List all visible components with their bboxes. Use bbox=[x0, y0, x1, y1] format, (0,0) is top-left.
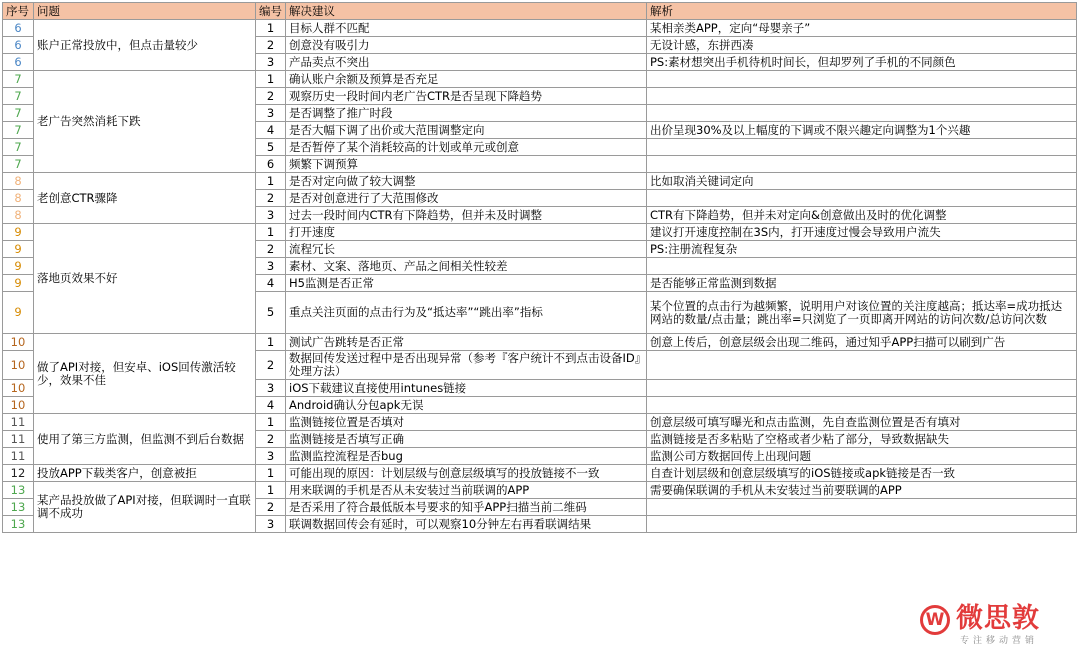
table-row bbox=[3, 71, 1077, 88]
table-row bbox=[3, 465, 1077, 482]
analysis-cell: 某个位置的点击行为越频繁，说明用户对该位置的关注度越高；抵达率=成功抵达网站的数量/点击量；跳出率=只浏览了一页即离开网站的访问次数/总访问次数 bbox=[647, 292, 1077, 334]
analysis-cell bbox=[647, 105, 1077, 122]
suggestion-cell: H5监测是否正常 bbox=[286, 275, 647, 292]
item-number-cell: 1 bbox=[256, 173, 286, 190]
row-seq-cell: 13 bbox=[3, 482, 34, 499]
row-seq-cell: 10 bbox=[3, 334, 34, 351]
suggestion-cell: 是否对创意进行了大范围修改 bbox=[286, 190, 647, 207]
table-row bbox=[3, 414, 1077, 431]
item-number-cell: 1 bbox=[256, 465, 286, 482]
suggestion-cell: 监测链接位置是否填对 bbox=[286, 414, 647, 431]
row-seq-cell: 7 bbox=[3, 105, 34, 122]
row-seq-cell: 7 bbox=[3, 156, 34, 173]
suggestion-cell: 产品卖点不突出 bbox=[286, 54, 647, 71]
logo-w-icon: W bbox=[920, 605, 950, 635]
item-number-cell: 3 bbox=[256, 258, 286, 275]
suggestion-cell: 是否调整了推广时段 bbox=[286, 105, 647, 122]
analysis-cell: 监测公司方数据回传上出现问题 bbox=[647, 448, 1077, 465]
table-row bbox=[3, 173, 1077, 190]
analysis-cell bbox=[647, 380, 1077, 397]
row-seq-cell: 9 bbox=[3, 224, 34, 241]
suggestion-cell: 监测监控流程是否bug bbox=[286, 448, 647, 465]
item-number-cell: 1 bbox=[256, 224, 286, 241]
suggestion-cell: 过去一段时间内CTR有下降趋势，但并未及时调整 bbox=[286, 207, 647, 224]
row-seq-cell: 11 bbox=[3, 414, 34, 431]
row-seq-cell: 11 bbox=[3, 448, 34, 465]
header-row bbox=[3, 3, 1077, 20]
analysis-cell: 出价呈现30%及以上幅度的下调或不限兴趣定向调整为1个兴趣 bbox=[647, 122, 1077, 139]
row-seq-cell: 9 bbox=[3, 241, 34, 258]
row-seq-cell: 13 bbox=[3, 499, 34, 516]
item-number-cell: 4 bbox=[256, 275, 286, 292]
header-no: 编号 bbox=[256, 3, 286, 20]
analysis-cell: 建议打开速度控制在3S内，打开速度过慢会导致用户流失 bbox=[647, 224, 1077, 241]
logo-name: 微思敦 bbox=[956, 603, 1040, 634]
analysis-cell bbox=[647, 156, 1077, 173]
suggestion-cell: 流程冗长 bbox=[286, 241, 647, 258]
item-number-cell: 3 bbox=[256, 380, 286, 397]
item-number-cell: 2 bbox=[256, 37, 286, 54]
row-seq-cell: 6 bbox=[3, 54, 34, 71]
item-number-cell: 2 bbox=[256, 88, 286, 105]
problem-cell: 投放APP下载类客户，创意被拒 bbox=[34, 465, 256, 482]
table-row bbox=[3, 20, 1077, 37]
analysis-cell: 是否能够正常监测到数据 bbox=[647, 275, 1077, 292]
row-seq-cell: 12 bbox=[3, 465, 34, 482]
problem-cell: 某产品投放做了API对接，但联调时一直联调不成功 bbox=[34, 482, 256, 533]
header-seq: 序号 bbox=[3, 3, 34, 20]
analysis-cell bbox=[647, 258, 1077, 275]
item-number-cell: 4 bbox=[256, 122, 286, 139]
row-seq-cell: 13 bbox=[3, 516, 34, 533]
problem-cell: 落地页效果不好 bbox=[34, 224, 256, 334]
item-number-cell: 2 bbox=[256, 241, 286, 258]
suggestion-cell: 联调数据回传会有延时，可以观察10分钟左右再看联调结果 bbox=[286, 516, 647, 533]
analysis-cell bbox=[647, 71, 1077, 88]
analysis-cell bbox=[647, 351, 1077, 380]
suggestion-cell: 是否采用了符合最低版本号要求的知乎APP扫描当前二维码 bbox=[286, 499, 647, 516]
item-number-cell: 5 bbox=[256, 139, 286, 156]
logo-slogan: 专注移动营销 bbox=[960, 636, 1039, 646]
row-seq-cell: 6 bbox=[3, 37, 34, 54]
item-number-cell: 1 bbox=[256, 414, 286, 431]
item-number-cell: 2 bbox=[256, 190, 286, 207]
analysis-cell bbox=[647, 190, 1077, 207]
item-number-cell: 1 bbox=[256, 482, 286, 499]
item-number-cell: 1 bbox=[256, 71, 286, 88]
row-seq-cell: 8 bbox=[3, 207, 34, 224]
problem-cell: 老广告突然消耗下跌 bbox=[34, 71, 256, 173]
suggestion-cell: 创意没有吸引力 bbox=[286, 37, 647, 54]
row-seq-cell: 7 bbox=[3, 139, 34, 156]
analysis-cell bbox=[647, 499, 1077, 516]
item-number-cell: 3 bbox=[256, 448, 286, 465]
analysis-cell bbox=[647, 88, 1077, 105]
analysis-cell: 比如取消关键词定向 bbox=[647, 173, 1077, 190]
item-number-cell: 2 bbox=[256, 431, 286, 448]
suggestion-cell: Android确认分包apk无误 bbox=[286, 397, 647, 414]
item-number-cell: 3 bbox=[256, 105, 286, 122]
analysis-cell bbox=[647, 397, 1077, 414]
row-seq-cell: 9 bbox=[3, 275, 34, 292]
table-row bbox=[3, 482, 1077, 499]
suggestion-cell: 可能出现的原因：计划层级与创意层级填写的投放链接不一致 bbox=[286, 465, 647, 482]
row-seq-cell: 7 bbox=[3, 71, 34, 88]
analysis-cell bbox=[647, 516, 1077, 533]
brand-logo bbox=[920, 603, 1078, 651]
item-number-cell: 6 bbox=[256, 156, 286, 173]
suggestion-cell: 确认账户余额及预算是否充足 bbox=[286, 71, 647, 88]
header-problem: 问题 bbox=[34, 3, 256, 20]
row-seq-cell: 7 bbox=[3, 88, 34, 105]
item-number-cell: 1 bbox=[256, 334, 286, 351]
row-seq-cell: 8 bbox=[3, 173, 34, 190]
analysis-cell: PS:素材想突出手机待机时间长，但却罗列了手机的不同颜色 bbox=[647, 54, 1077, 71]
item-number-cell: 3 bbox=[256, 207, 286, 224]
row-seq-cell: 9 bbox=[3, 258, 34, 275]
suggestion-cell: 频繁下调预算 bbox=[286, 156, 647, 173]
analysis-cell: 监测链接是否多粘贴了空格或者少粘了部分，导致数据缺失 bbox=[647, 431, 1077, 448]
analysis-cell: 无设计感，东拼西凑 bbox=[647, 37, 1077, 54]
problem-cell: 老创意CTR骤降 bbox=[34, 173, 256, 224]
analysis-cell: CTR有下降趋势，但并未对定向&创意做出及时的优化调整 bbox=[647, 207, 1077, 224]
item-number-cell: 5 bbox=[256, 292, 286, 334]
row-seq-cell: 10 bbox=[3, 397, 34, 414]
item-number-cell: 3 bbox=[256, 54, 286, 71]
analysis-cell: 某相亲类APP，定向“母婴亲子” bbox=[647, 20, 1077, 37]
suggestion-cell: 数据回传发送过程中是否出现异常（参考『客户统计不到点击设备ID』处理方法） bbox=[286, 351, 647, 380]
header-analysis: 解析 bbox=[647, 3, 1077, 20]
problem-cell: 账户正常投放中，但点击量较少 bbox=[34, 20, 256, 71]
row-seq-cell: 9 bbox=[3, 292, 34, 334]
problem-cell: 使用了第三方监测，但监测不到后台数据 bbox=[34, 414, 256, 465]
problem-cell: 做了API对接，但安卓、iOS回传激活较少，效果不佳 bbox=[34, 334, 256, 414]
header-suggestion: 解决建议 bbox=[286, 3, 647, 20]
suggestion-cell: 是否大幅下调了出价或大范围调整定向 bbox=[286, 122, 647, 139]
suggestion-cell: 重点关注页面的点击行为及“抵达率”“跳出率”指标 bbox=[286, 292, 647, 334]
item-number-cell: 1 bbox=[256, 20, 286, 37]
row-seq-cell: 7 bbox=[3, 122, 34, 139]
row-seq-cell: 8 bbox=[3, 190, 34, 207]
analysis-cell: 创意层级可填写曝光和点击监测，先自查监测位置是否有填对 bbox=[647, 414, 1077, 431]
item-number-cell: 2 bbox=[256, 499, 286, 516]
item-number-cell: 4 bbox=[256, 397, 286, 414]
row-seq-cell: 10 bbox=[3, 351, 34, 380]
suggestion-cell: 打开速度 bbox=[286, 224, 647, 241]
row-seq-cell: 6 bbox=[3, 20, 34, 37]
suggestion-cell: iOS下载建议直接使用intunes链接 bbox=[286, 380, 647, 397]
suggestion-cell: 目标人群不匹配 bbox=[286, 20, 647, 37]
item-number-cell: 2 bbox=[256, 351, 286, 380]
suggestion-cell: 测试广告跳转是否正常 bbox=[286, 334, 647, 351]
suggestion-cell: 观察历史一段时间内老广告CTR是否呈现下降趋势 bbox=[286, 88, 647, 105]
analysis-cell bbox=[647, 139, 1077, 156]
suggestion-cell: 用来联调的手机是否从未安装过当前联调的APP bbox=[286, 482, 647, 499]
row-seq-cell: 11 bbox=[3, 431, 34, 448]
solution-table bbox=[2, 2, 1077, 533]
analysis-cell: 自查计划层级和创意层级填写的iOS链接或apk链接是否一致 bbox=[647, 465, 1077, 482]
item-number-cell: 3 bbox=[256, 516, 286, 533]
table-row bbox=[3, 224, 1077, 241]
analysis-cell: 需要确保联调的手机从未安装过当前要联调的APP bbox=[647, 482, 1077, 499]
suggestion-cell: 是否暂停了某个消耗较高的计划或单元或创意 bbox=[286, 139, 647, 156]
analysis-cell: PS:注册流程复杂 bbox=[647, 241, 1077, 258]
suggestion-cell: 素材、文案、落地页、产品之间相关性较差 bbox=[286, 258, 647, 275]
row-seq-cell: 10 bbox=[3, 380, 34, 397]
suggestion-cell: 是否对定向做了较大调整 bbox=[286, 173, 647, 190]
suggestion-cell: 监测链接是否填写正确 bbox=[286, 431, 647, 448]
table-row bbox=[3, 334, 1077, 351]
analysis-cell: 创意上传后，创意层级会出现二维码，通过知乎APP扫描可以刷到广告 bbox=[647, 334, 1077, 351]
table-body bbox=[3, 20, 1077, 533]
